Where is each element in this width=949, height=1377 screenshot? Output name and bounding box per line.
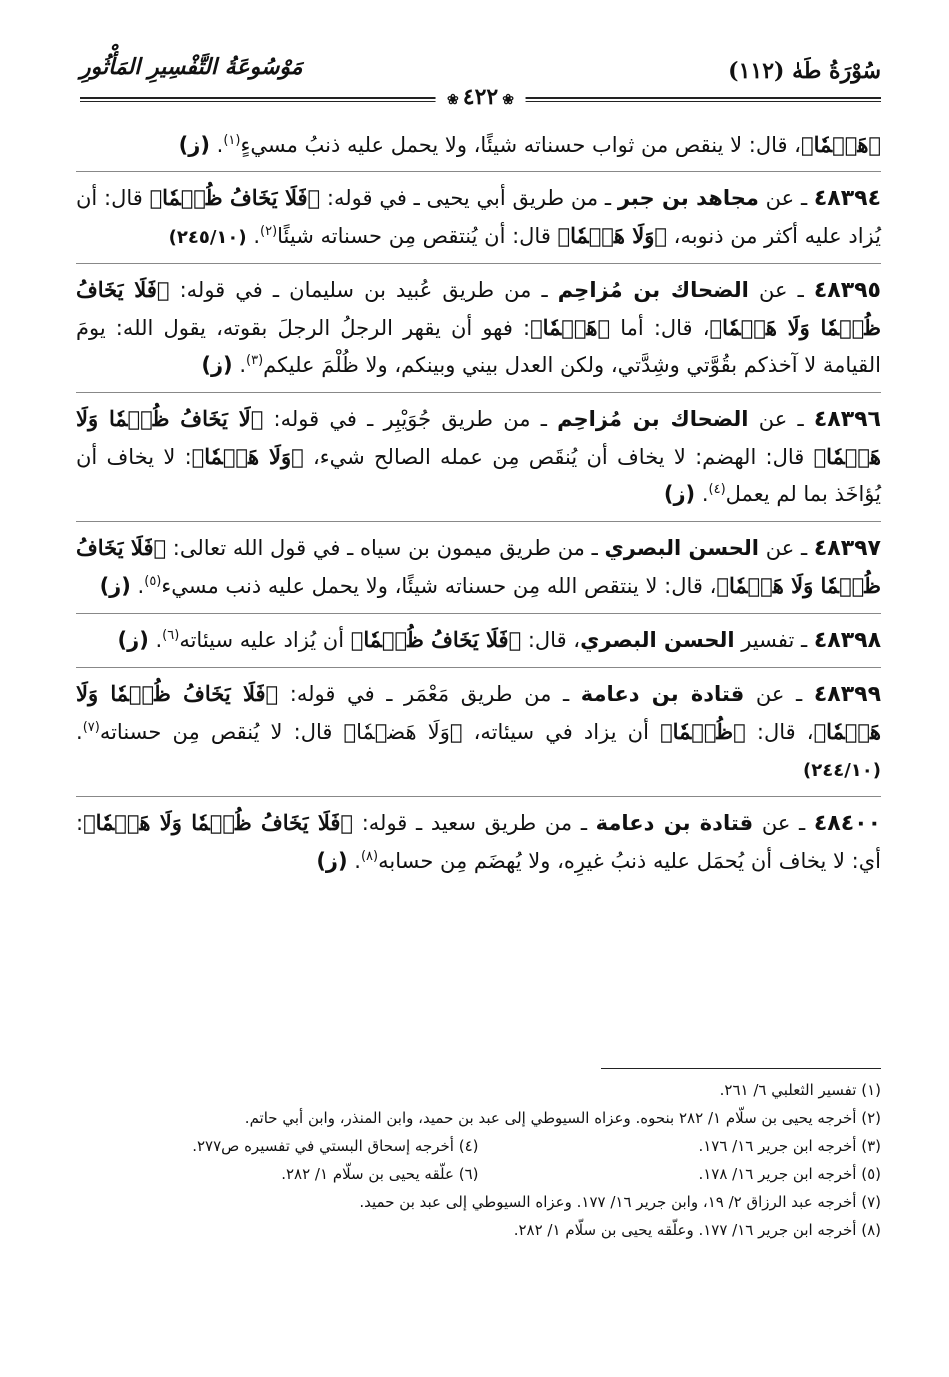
entry-number: ٤٨٣٩٨	[813, 628, 881, 653]
footnote-marker[interactable]: (٤)	[708, 482, 726, 497]
entry-separator	[76, 521, 881, 522]
footnote-marker[interactable]: (٢)	[260, 224, 278, 239]
paragraph-text: .	[232, 353, 247, 377]
footnote-2: (٢) أخرجه يحيى بن سلّام ١/ ٢٨٢ بنحوه. وعزاه السيوطي إلى عبد بن حميد، وابن المنذر، وابن أبي حاتم.	[244, 1109, 881, 1127]
footnote-marker[interactable]: (٣)	[246, 353, 264, 368]
entry-paragraph	[76, 271, 881, 392]
entry-number: ٤٨٣٩٦	[813, 407, 881, 432]
entry-number: ٤٨٣٩٩	[813, 682, 881, 707]
entry-number: ٤٨٣٩٥	[813, 278, 881, 303]
entry-separator	[76, 796, 881, 797]
footnote-marker[interactable]: (٨)	[360, 849, 379, 864]
entry-paragraph	[76, 529, 881, 613]
encyclopedia-title: مَوْسُوعَةُ التَّفْسِيرِ المَأْثُورِ	[80, 54, 303, 80]
narrator-name: قتادة بن دعامة	[595, 811, 754, 835]
quran-quote: ﴿فَلَا يَخَافُ ظُلۡمٗا وَلَا هَضۡمٗا﴾	[76, 535, 881, 598]
intro-paragraph	[76, 126, 881, 171]
entry-number: ٤٨٣٩٧	[813, 536, 881, 561]
footnote-5: (٥) أخرجه ابن جرير ١٦/ ١٧٨.	[698, 1165, 881, 1183]
page-number-box	[435, 84, 526, 110]
entry-separator	[76, 263, 881, 264]
entry-separator	[76, 667, 881, 668]
ornament-icon: ❀	[502, 92, 514, 108]
paragraph-text: ـ عن	[758, 186, 814, 210]
entry-paragraph	[76, 179, 881, 263]
narrator-name: الحسن البصري	[580, 628, 735, 652]
narrator-name: قتادة بن دعامة	[580, 682, 745, 706]
paragraph-text: ـ عن	[753, 811, 814, 835]
paragraph-text: .	[246, 224, 260, 248]
quran-quote: ﴿لَا يَخَافُ ظُلۡمٗا وَلَا هَضۡمٗا﴾	[76, 406, 881, 469]
paragraph-text: ـ عن	[748, 278, 814, 302]
quran-quote: ﴿وَلَا هَضۡمٗا﴾	[191, 444, 304, 469]
footnote-7: (٧) أخرجه عبد الرزاق ٢/ ١٩، وابن جرير ١٦/ ١٧٧. وعزاه السيوطي إلى عبد بن حميد.	[359, 1193, 881, 1211]
paragraph-text: ـ عن	[744, 682, 814, 706]
zay-marker: (ز)	[316, 849, 348, 873]
quran-quote: ﴿وَلَا هَضۡمٗا﴾	[557, 223, 667, 248]
narrator-name: مجاهد بن جبر	[617, 186, 759, 210]
footnote-marker[interactable]: (٧)	[82, 720, 100, 735]
quran-quote: ﴿فَلَا يَخَافُ ظُلۡمٗا وَلَا هَضۡمٗا﴾	[76, 681, 881, 744]
surah-title: سُوْرَةُ طَهٰ (١١٢)	[728, 58, 881, 84]
footnote-1: (١) تفسير الثعلبي ٦/ ٢٦١.	[719, 1081, 881, 1099]
entry-paragraph	[76, 400, 881, 521]
page-number: ٤٢٢	[462, 84, 499, 110]
paragraph-text: ـ من طريق عُبيد بن سليمان ـ في قوله:	[169, 278, 558, 302]
page-header	[80, 52, 881, 112]
footnotes	[76, 1076, 881, 1244]
paragraph-text: : لا يخاف أن يُؤاخَذ بما لم يعمل	[76, 445, 881, 506]
paragraph-text: ، قال: لا ينتقص الله مِن حسناته شيئًا، ولا يحمل عليه ذنب مسيء	[161, 574, 717, 598]
footnote-marker[interactable]: (٥)	[144, 574, 162, 589]
ornament-icon: ❀	[447, 92, 459, 108]
footnote-row	[76, 1160, 881, 1188]
footnote-row	[76, 1132, 881, 1160]
quran-quote: ﴿فَلَا يَخَافُ ظُلۡمٗا﴾	[149, 185, 321, 210]
paragraph-text: قال: الهضم: لا يخاف أن يُنقَص مِن عمله الصالح شيء،	[303, 445, 814, 469]
quran-quote: ﴿هَضۡمٗا﴾	[800, 132, 881, 157]
paragraph-text: .	[148, 628, 163, 652]
footnote-marker[interactable]: (١)	[223, 133, 241, 148]
paragraph-text: ، قال: لا ينقص من ثواب حسناته شيئًا، ولا يحمل عليه ذنبُ مسيءٍ	[240, 133, 801, 157]
paragraph-text: .	[209, 133, 224, 157]
entry-number: ٤٨٣٩٤	[813, 186, 882, 211]
quran-quote: ﴿ظُلۡمٗا﴾	[660, 719, 746, 744]
volume-reference: (٢٤٤/١٠)	[803, 760, 881, 781]
paragraph-text: أن يزاد في سيئاته، ﴿وَلَا هَضۡمٗا﴾ قال: لا يُنقص مِن حسناته	[99, 720, 661, 744]
narrator-name: الحسن البصري	[604, 536, 760, 560]
paragraph-text: ـ من طريق ميمون بن سياه ـ في قول الله تعالى:	[166, 536, 605, 560]
paragraph-text: ، قال:	[521, 628, 581, 652]
footnote-8: (٨) أخرجه ابن جرير ١٦/ ١٧٧. وعلّقه يحيى بن سلّام ١/ ٢٨٢.	[513, 1221, 881, 1239]
paragraph-text: .	[347, 849, 361, 873]
entry-separator	[76, 392, 881, 393]
paragraph-text: : أي: لا يخاف أن يُحمَل عليه ذنبُ غيرِه، ولا يُهضَم مِن حسابه	[76, 811, 881, 873]
volume-reference: (٢٤٥/١٠)	[168, 227, 247, 248]
paragraph-text: قال: أن يُنتقص مِن حسناته شيئًا	[277, 224, 558, 248]
footnote-marker[interactable]: (٦)	[162, 628, 180, 643]
zay-marker: (ز)	[99, 574, 131, 598]
entry-paragraph	[76, 675, 881, 796]
zay-marker: (ز)	[178, 133, 210, 157]
paragraph-text: ـ تفسير	[734, 628, 814, 652]
narrator-name: الضحاك بن مُزاحِم	[557, 407, 749, 431]
entry-paragraph	[76, 621, 881, 667]
paragraph-text: ـ من طريق جُوَيْبِر ـ في قوله:	[263, 407, 558, 431]
quran-quote: ﴿هَضۡمٗا﴾	[530, 315, 611, 340]
quran-quote: ﴿فَلَا يَخَافُ ظُلۡمٗا وَلَا هَضۡمٗا﴾	[83, 810, 354, 835]
paragraph-text: ـ عن	[759, 536, 814, 560]
paragraph-text: ، قال:	[745, 720, 814, 744]
paragraph-text: .	[130, 574, 145, 598]
quran-quote: ﴿فَلَا يَخَافُ ظُلۡمٗا وَلَا هَضۡمٗا﴾	[76, 277, 881, 340]
paragraph-text: ـ من طريق سعيد ـ قوله:	[353, 811, 596, 835]
main-text	[76, 126, 881, 888]
paragraph-text: قال: أن يُزاد عليه أكثر من ذنوبه،	[76, 186, 881, 248]
zay-marker: (ز)	[663, 482, 696, 506]
entry-paragraph	[76, 804, 881, 888]
paragraph-text: أن يُزاد عليه سيئاته	[179, 628, 351, 652]
paragraph-text: ، قال: أما	[610, 316, 710, 340]
narrator-name: الضحاك بن مُزاحِم	[557, 278, 749, 302]
paragraph-text: .	[695, 482, 709, 506]
zay-marker: (ز)	[117, 628, 149, 652]
entry-separator	[76, 613, 881, 614]
footnote-rule	[601, 1068, 881, 1069]
paragraph-text: ـ عن	[748, 407, 814, 431]
paragraph-text: : فهو أن يقهر الرجلُ الرجلَ بقوته، يقول الله: يومَ القيامة لا آخذكم بقُوَّتي وشِدَّتي، ولكن العدل بيني وبينكم، ولا ظُلْمَ عليكم	[76, 316, 881, 377]
entry-number: ٤٨٤٠٠	[813, 811, 881, 836]
paragraph-text: .	[76, 720, 83, 744]
footnote-3: (٣) أخرجه ابن جرير ١٦/ ١٧٦.	[698, 1137, 881, 1155]
paragraph-text: ـ من طريق مَعْمَر ـ في قوله:	[278, 682, 581, 706]
zay-marker: (ز)	[201, 353, 233, 377]
paragraph-text: ـ من طريق أبي يحيى ـ في قوله:	[320, 186, 618, 210]
footnote-6: (٦) علّقه يحيى بن سلّام ١/ ٢٨٢.	[281, 1165, 479, 1183]
quran-quote: ﴿فَلَا يَخَافُ ظُلۡمٗا﴾	[350, 627, 522, 652]
footnote-4: (٤) أخرجه إسحاق البستي في تفسيره ص٢٧٧.	[192, 1137, 479, 1155]
entry-separator	[76, 171, 881, 172]
